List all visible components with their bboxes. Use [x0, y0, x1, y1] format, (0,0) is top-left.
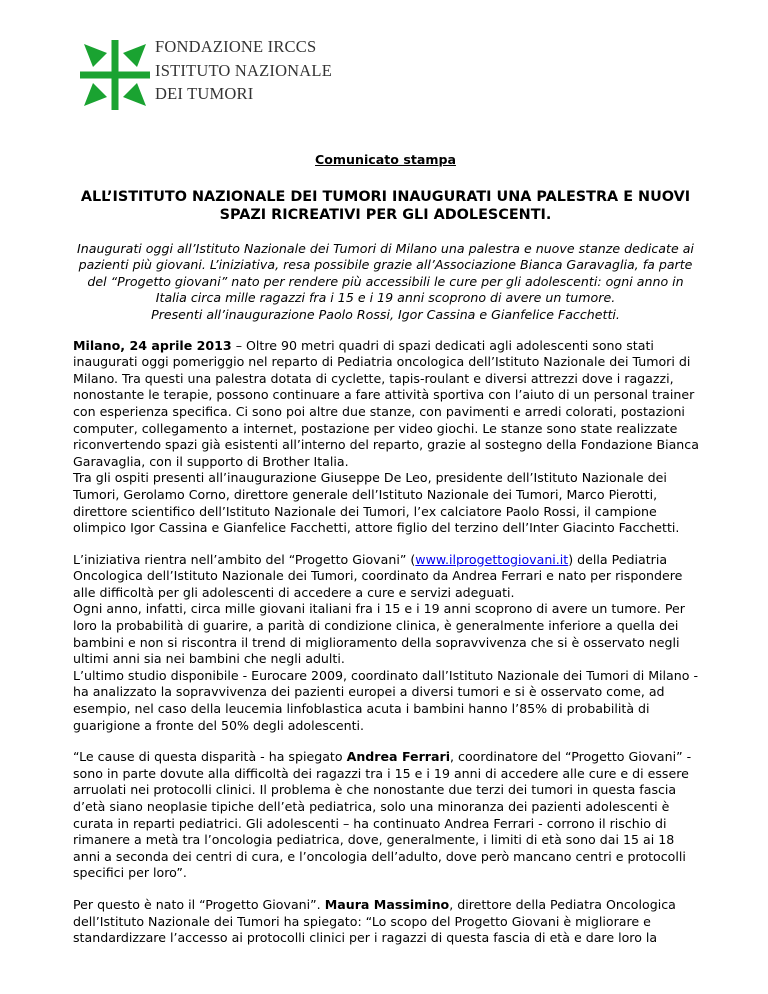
subheadline-line: Inaugurati oggi all’Istituto Nazionale dei Tumori di Milano una palestra e nuove stanze dedicate ai	[77, 240, 694, 256]
paragraph-text: – Oltre 90 metri quadri di spazi dedicati agli adolescenti sono stati	[231, 337, 654, 353]
paragraph-line: L’ultimo studio disponibile - Eurocare 2009, coordinato dall’Istituto Nazionale dei Tumori di Milano -	[73, 667, 699, 683]
paragraph-line: ha analizzato la sopravvivenza dei pazienti europei a diversi tumori e si è osservato come, ad	[73, 684, 665, 700]
paragraph-line: bambini e non si riscontra il trend di miglioramento della sopravvivenza che si è osservato negli	[73, 634, 680, 650]
paragraph-line: dell’Istituto Nazionale dei Tumori ha spiegato: “Lo scopo del Progetto Giovani è migliorare e	[73, 913, 651, 929]
paragraph-text: Per questo è nato il “Progetto Giovani”.	[73, 896, 325, 912]
document-type-label: Comunicato stampa	[315, 152, 456, 167]
paragraph-line: rimanere a metà tra l’oncologia pediatrica, dove, generalmente, i limiti di età sono dai 15 ai 18	[73, 832, 675, 848]
paragraph-line: Tumori, Gerolamo Corno, direttore generale dell’Istituto Nazionale dei Tumori, Marco Pierotti,	[73, 486, 658, 502]
subheadline-line: del “Progetto giovani” nato per rendere più accessibili le cure per gli adolescenti: ogni anno in	[87, 273, 684, 289]
institute-name-line: FONDAZIONE IRCCS	[155, 37, 317, 56]
paragraph-line: Milano. Tra questi una palestra dotata di cyclette, tapis-roulant e diversi attrezzi dove i ragazzi,	[73, 370, 674, 386]
paragraph-line: loro la probabilità di guarire, a parità di condizione clinica, è generalmente inferiore a quella dei	[73, 618, 679, 634]
paragraph-line: riconvertendo spazi già esistenti all’interno del reparto, grazie al sostegno della Fondazione Bianca	[73, 437, 699, 453]
paragraph-line: specifici per loro”.	[73, 865, 187, 881]
paragraph-line: con esperienza specifica. Ci sono poi altre due stanze, con pavimenti e arredi colorati, postazioni	[73, 403, 685, 419]
paragraph-text: , direttore della Pediatra Oncologica	[449, 896, 676, 912]
paragraph-text: ) della Pediatria	[568, 551, 668, 567]
headline-line: SPAZI RICREATIVI PER GLI ADOLESCENTI.	[219, 207, 552, 224]
press-release-body	[73, 152, 698, 947]
paragraph-3	[73, 749, 698, 882]
subheadline-line: Presenti all’inaugurazione Paolo Rossi, Igor Cassina e Gianfelice Facchetti.	[151, 306, 620, 322]
headline-line: ALL’ISTITUTO NAZIONALE DEI TUMORI INAUGURATI UNA PALESTRA E NUOVI	[80, 188, 691, 205]
quoted-person-name: Andrea Ferrari	[346, 749, 451, 765]
quoted-person-name: Maura Massimino	[324, 896, 450, 912]
paragraph-line: standardizzare l’accesso ai protocolli clinici per i ragazzi di questa fascia di età e dare loro la	[73, 930, 658, 946]
subheadline-line: pazienti più giovani. L’iniziativa, resa possibile grazie all’Associazione Bianca Garavaglia, fa parte	[78, 257, 693, 273]
paragraph-line: Oncologica dell’Istituto Nazionale dei Tumori, coordinato da Andrea Ferrari e nato per rispondere	[73, 568, 683, 584]
paragraph-line: esempio, nel caso della leucemia linfoblastica acuta i bambini hanno l’85% di probabilità di	[73, 701, 650, 717]
paragraph-line: ultimi anni sia nei bambini che negli adulti.	[73, 651, 345, 667]
institute-name-line: DEI TUMORI	[155, 84, 254, 103]
paragraph-2	[73, 552, 698, 735]
institute-logo-cross-icon	[80, 40, 150, 110]
paragraph-line: inaugurati oggi pomeriggio nel reparto di Pediatria oncologica dell’Istituto Nazionale dei Tumori di	[73, 354, 691, 370]
subheadline-line: Italia circa mille ragazzi fra i 15 e i 19 anni scoprono di avere un tumore.	[155, 290, 616, 306]
paragraph-text: , coordinatore del “Progetto Giovani” -	[450, 749, 692, 765]
paragraph-line: Garavaglia, con il supporto di Brother Italia.	[73, 453, 349, 469]
paragraph-line: curata in reparti pediatrici. Gli adolescenti – ha continuato Andrea Ferrari - corrono il rischio di	[73, 815, 667, 831]
paragraph-line: anni a seconda dei centri di cura, e l’oncologia dell’adulto, dove però mancano centri e protocolli	[73, 848, 686, 864]
paragraph-text: “Le cause di questa disparità - ha spiegato	[73, 749, 347, 765]
paragraph-line: arruolati nei protocolli clinici. Il problema è che nonostante due terzi dei tumori in questa fascia	[73, 782, 677, 798]
paragraph-line: direttore scientifico dell’Istituto Nazionale dei Tumori, l’ex calciatore Paolo Rossi, il campione	[73, 503, 657, 519]
paragraph-4	[73, 897, 698, 947]
paragraph-line: computer, collegamento a internet, postazione per video giochi. Le stanze sono state realizzate	[73, 420, 678, 436]
paragraph-line: nonostante le terapie, possono continuare a fare attività sportiva con l’aiuto di un personal trainer	[73, 387, 695, 403]
paragraph-line: alle difficoltà per gli adolescenti di accedere a cure e servizi adeguati.	[73, 584, 515, 600]
paragraph-line: d’età siano neoplasie tipiche dell’età pediatrica, solo una minoranza dei pazienti adolescenti è	[73, 799, 670, 814]
project-website-link[interactable]: www.ilprogettogiovani.it	[415, 551, 569, 567]
subheadline	[73, 241, 698, 324]
institute-name	[155, 35, 332, 106]
headline	[73, 188, 698, 225]
paragraph-line: sono in parte dovute alla difficoltà dei ragazzi tra i 15 e i 19 anni di accedere alle cure e di essere	[73, 765, 689, 781]
paragraph-line: Ogni anno, infatti, circa mille giovani italiani fra i 15 e i 19 anni scoprono di avere un tumore. Per	[73, 601, 685, 617]
paragraph-text: L’iniziativa rientra nell’ambito del “Progetto Giovani” (	[73, 551, 416, 567]
dateline: Milano, 24 aprile 2013	[73, 337, 232, 353]
paragraph-line: Tra gli ospiti presenti all’inaugurazione Giuseppe De Leo, presidente dell’Istituto Nazionale dei	[73, 470, 667, 486]
paragraph-line: olimpico Igor Cassina e Gianfelice Facchetti, attore figlio del terzino dell’Inter Giacinto Facchetti.	[73, 520, 680, 536]
institute-name-line: ISTITUTO NAZIONALE	[155, 60, 332, 80]
paragraph-line: guarigione a fronte del 50% degli adolescenti.	[73, 717, 365, 733]
paragraph-1	[73, 338, 698, 537]
